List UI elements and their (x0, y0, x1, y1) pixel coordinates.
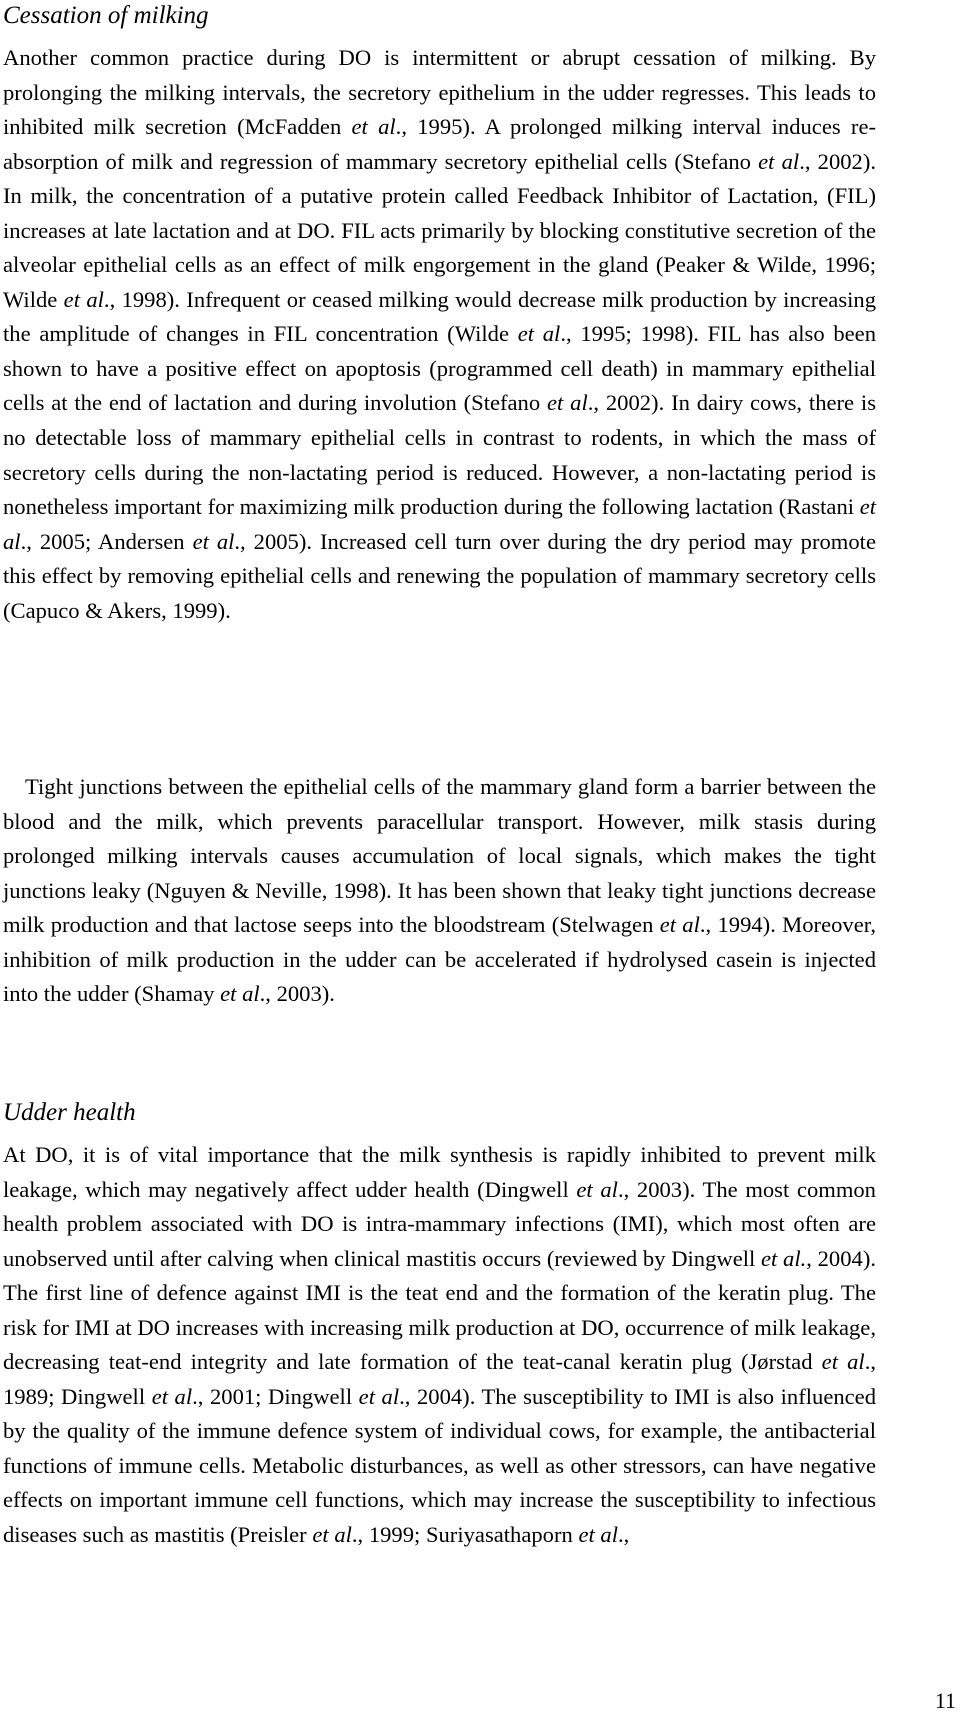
italic-citation-text: et al (358, 1383, 400, 1409)
text-run: ., 2004). The susceptibility to IMI is also influenced by the quality of the immune defence system of individual cows, for example, the antibacterial functions of immune cells. Metabolic disturbances, as well as other stressors, can have negative effects on important immune cell functions, which may increase the susceptibility to infectious diseases such as mastitis (Preisler (3, 1383, 877, 1548)
italic-citation-text: et al (63, 286, 104, 312)
italic-citation-text: et al (547, 390, 588, 416)
italic-citation-text: et al (576, 1176, 618, 1202)
italic-citation-text: et al (151, 1383, 193, 1409)
text-run: ., 1995; 1998). FIL has also been shown to have a positive effect on apoptosis (programmed cell death) in mammary epithelial cells at the end of lactation and during involution (Stefano (3, 321, 876, 416)
italic-citation-text: et al (192, 528, 235, 554)
text-run: ., 2003). The most common health problem associated with DO is intra-mammary infections (IMI), which most often are unobserved until after calving when clinical mastitis occurs (reviewed by Dingwell (3, 1176, 876, 1271)
italic-citation-text: et al (3, 494, 876, 554)
italic-citation-text: et al (821, 1349, 865, 1375)
italic-citation-text: et al (351, 114, 396, 140)
paragraph-tight-junctions (3, 770, 876, 1012)
italic-citation-text: et al (312, 1522, 352, 1548)
text-run: ., 2003). (259, 981, 335, 1007)
italic-citation-text: et al (517, 321, 561, 347)
text-run: ., 1994). Moreover, inhibition of milk production in the udder can be accelerated if hydrolysed casein is injected into the udder (Shamay (3, 912, 876, 1007)
section-heading-udder-health: Udder health (3, 1099, 136, 1126)
italic-citation-text: et al (220, 981, 260, 1007)
text-run: ., (617, 1522, 630, 1548)
text-run: , 2004). The first line of defence against IMI is the teat end and the formation of the keratin plug. The risk for IMI at DO increases with increasing milk production at DO, occurrence of milk leakage, decreasing teat-end integrity and late formation of the teat-canal keratin plug (Jørstad (3, 1245, 876, 1375)
text-run: Tight junctions between the epithelial cells of the mammary gland form a barrier between the blood and the milk, which prevents paracellular transport. However, milk stasis during prolonged milking intervals causes accumulation of local signals, which makes the tight junctions leaky (Nguyen & Neville, 1998). It has been shown that leaky tight junctions decrease milk production and that lactose seeps into the bloodstream (Stelwagen (3, 774, 876, 938)
text-run: ., 1995). A prolonged milking interval induces re-absorption of milk and regression of mammary secretory epithelial cells (Stefano (3, 114, 876, 174)
text-run: ., 2002). In milk, the concentration of a putative protein called Feedback Inhibitor of Lactation, (FIL) increases at late lactation and at DO. FIL acts primarily by blocking constitutive secretion of the alveolar epithelial cells as an effect of milk engorgement in the gland (Peaker & Wilde, 1996; Wilde (3, 148, 877, 312)
paragraph-cessation-1 (3, 41, 876, 628)
text-run: ., 2005; Andersen (20, 528, 193, 554)
italic-citation-text: et al (578, 1522, 618, 1548)
text-run: ., 1998). Infrequent or ceased milking would decrease milk production by increasing the amplitude of changes in FIL concentration (Wilde (3, 286, 876, 347)
paragraph-udder-health (3, 1138, 876, 1553)
text-run: ., 2001; Dingwell (192, 1383, 359, 1409)
text-run: At DO, it is of vital importance that the milk synthesis is rapidly inhibited to prevent milk leakage, which may negatively affect udder health (Dingwell (3, 1142, 876, 1202)
text-run: ., 2005). Increased cell turn over during the dry period may promote this effect by removing epithelial cells and renewing the population of mammary secretory cells (Capuco & Akers, 1999). (3, 528, 876, 623)
italic-citation-text: et al. (761, 1245, 807, 1271)
section-heading-cessation-of-milking: Cessation of milking (3, 2, 209, 29)
text-run: Another common practice during DO is intermittent or abrupt cessation of milking. By prolonging the milking intervals, the secretory epithelium in the udder regresses. This leads to inhibited milk secretion (McFadden (3, 45, 876, 140)
italic-citation-text: et al (758, 148, 800, 174)
text-run: ., 1999; Suriyasathaporn (351, 1522, 579, 1548)
italic-citation-text: et al (659, 912, 700, 938)
page-number: 11 (934, 1688, 956, 1713)
text-run: ., 1989; Dingwell (3, 1349, 876, 1409)
text-run: ., 2002). In dairy cows, there is no detectable loss of mammary epithelial cells in contrast to rodents, in which the mass of secretory cells during the non-lactating period is reduced. However, a non-lactating period is nonetheless important for maximizing milk production during the following lactation (Rastani (3, 390, 876, 520)
